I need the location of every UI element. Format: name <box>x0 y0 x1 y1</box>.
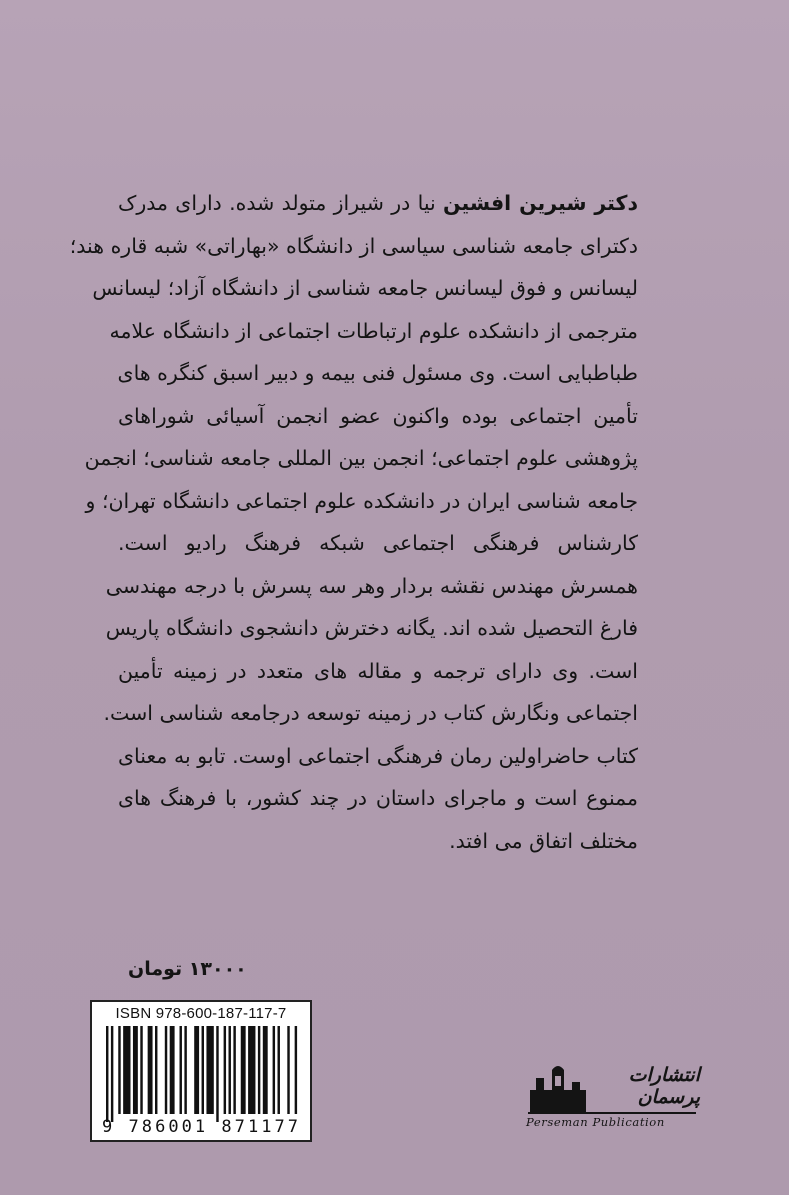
bio-line: اجتماعی ونگارش کتاب در زمینه توسعه درجامعه شناسی است. <box>103 701 638 725</box>
barcode-bar <box>140 1026 142 1114</box>
barcode-bar <box>148 1026 153 1114</box>
barcode-bars <box>100 1026 302 1136</box>
bio-line: جامعه شناسی ایران در دانشکده علوم اجتماعی دانشگاه تهران؛ و <box>85 488 638 513</box>
publisher-name-en: Perseman Publication <box>526 1115 665 1129</box>
author-name: دکتر شیرین افشین <box>443 191 638 215</box>
bio-line: مترجمی از دانشکده علوم ارتباطات اجتماعی از دانشگاه علامه <box>109 318 638 343</box>
barcode-bar <box>184 1026 186 1114</box>
barcode-bar <box>241 1026 246 1114</box>
bio-line: کتاب حاضراولین رمان فرهنگی اجتماعی اوست. تابو به معنای <box>118 743 638 768</box>
barcode-bar <box>123 1026 130 1114</box>
barcode-bar <box>206 1026 213 1114</box>
barcode-bar <box>248 1026 255 1114</box>
barcode-bar <box>229 1026 231 1114</box>
bio-line: مختلف اتفاق می افتد. <box>449 828 638 853</box>
bio-line: تأمین اجتماعی بوده واکنون عضو انجمن آسیائی شوراهای <box>118 403 638 428</box>
barcode-bar <box>155 1026 157 1114</box>
publisher-name-fa: انتشارات پرسمان <box>628 1064 700 1108</box>
publisher-emblem-icon <box>524 1060 600 1114</box>
isbn-label: ISBN 978-600-187-117-7 <box>115 1005 287 1022</box>
barcode-bar <box>118 1026 120 1114</box>
bio-line-1-rest: نیا در شیراز متولد شده. دارای مدرک <box>118 191 444 215</box>
barcode-bar <box>278 1026 280 1114</box>
barcode-bar <box>287 1026 289 1114</box>
publisher-rule <box>528 1112 696 1114</box>
barcode-bar <box>133 1026 138 1114</box>
bio-line: فارغ التحصیل شده اند. یگانه دخترش دانشجوی دانشگاه پاریس <box>105 616 638 640</box>
barcode-bar <box>106 1026 108 1122</box>
barcode-bar <box>263 1026 268 1114</box>
barcode-bar <box>202 1026 204 1114</box>
barcode-bar <box>111 1026 113 1122</box>
barcode-bar <box>180 1026 182 1114</box>
isbn-barcode <box>90 1000 312 1142</box>
price-label: ۱۳۰۰۰ تومان <box>128 958 247 980</box>
bio-line: طباطبایی است. وی مسئول فنی بیمه و دبیر اسبق کنگره های <box>117 361 638 385</box>
bio-line: ممنوع است و ماجرای داستان در چند کشور، با فرهنگ های <box>118 786 638 810</box>
barcode-bar <box>295 1026 297 1114</box>
barcode-bar <box>258 1026 260 1114</box>
barcode-digits: 9 786001 871177 <box>102 1117 298 1136</box>
bio-line: لیسانس و فوق لیسانس جامعه شناسی از دانشگاه آزاد؛ لیسانس <box>92 276 638 300</box>
barcode-bar <box>194 1026 199 1114</box>
bio-line: دکترای جامعه شناسی سیاسی از دانشگاه «بهاراتی» شبه قاره هند؛ <box>69 233 638 258</box>
barcode-bar <box>224 1026 226 1114</box>
bio-line: همسرش مهندس نقشه بردار وهر سه پسرش با درجه مهندسی <box>105 573 638 598</box>
publisher-logo <box>520 1060 700 1140</box>
barcode-bar <box>233 1026 235 1114</box>
barcode-bar <box>216 1026 218 1122</box>
bio-line <box>118 182 638 225</box>
barcode-bar <box>165 1026 167 1114</box>
barcode-bar <box>170 1026 175 1114</box>
barcode-bar <box>273 1026 275 1114</box>
bio-line: کارشناس فرهنگی اجتماعی شبکه فرهنگ رادیو است. <box>118 531 638 555</box>
bio-line: پژوهشی علوم اجتماعی؛ انجمن بین المللی جامعه شناسی؛ انجمن <box>84 446 638 470</box>
bio-line: است. وی دارای ترجمه و مقاله های متعدد در زمینه تأمین <box>118 658 638 683</box>
author-bio <box>69 182 638 862</box>
